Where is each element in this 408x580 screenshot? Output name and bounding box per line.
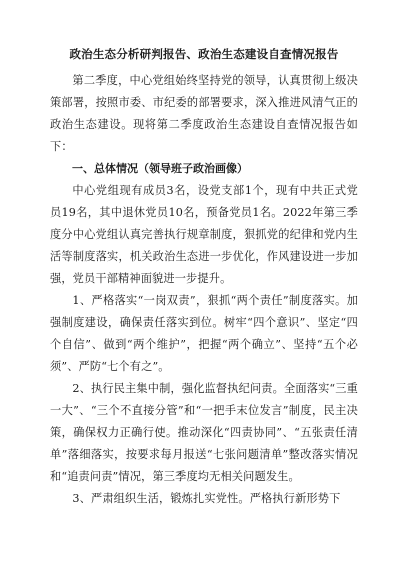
intro-paragraph: 第二季度，中心党组始终坚持党的领导，认真贯彻上级决策部署，按照市委、市纪委的部署要求，深入推进风清气正的政治生态建设。现将第二季度政治生态建设自查情况报告如下： [50, 74, 358, 153]
item-1-paragraph: 1、严格落实“一岗双责”，狠抓“两个责任”制度落实。加强制度建设，确保责任落实到位。树牢“四个意识”、坚定“四个自信”、做到“两个维护”，把握“两个确立”、坚持“五个必须”、严防“七个有之”。 [50, 294, 358, 373]
item-3-paragraph: 3、严肃组织生活，锻炼扎实党性。严格执行新形势下 [72, 492, 341, 505]
overview-paragraph: 中心党组现有成员3名，设党支部1个，现有中共正式党员19名，其中退休党员10名，预备党员1名。2022年第三季度分中心党组认真完善执行规章制度，狠抓党的纪律和党内生活等制度落实，机关政治生态进一步优化，作风建设进一步加强，党员干部精神面貌进一步提升。 [50, 184, 358, 285]
document-title: 政治生态分析研判报告、政治生态建设自查情况报告 [69, 47, 339, 61]
item-2-paragraph: 2、执行民主集中制，强化监督执纪问责。全面落实“三重一大”、“三个不直接分管”和“一把手末位发言”制度，民主决策，确保权力正确行使。推动深化“四责协同”、“五张责任清单”落细落实，按要求每月报送“七张问题清单”整改落实情况和“追责问责”情况，第三季度均无相关问题发生。 [50, 382, 358, 483]
document-body [50, 70, 358, 510]
section-heading: 一、总体情况（领导班子政治画像） [72, 162, 248, 175]
